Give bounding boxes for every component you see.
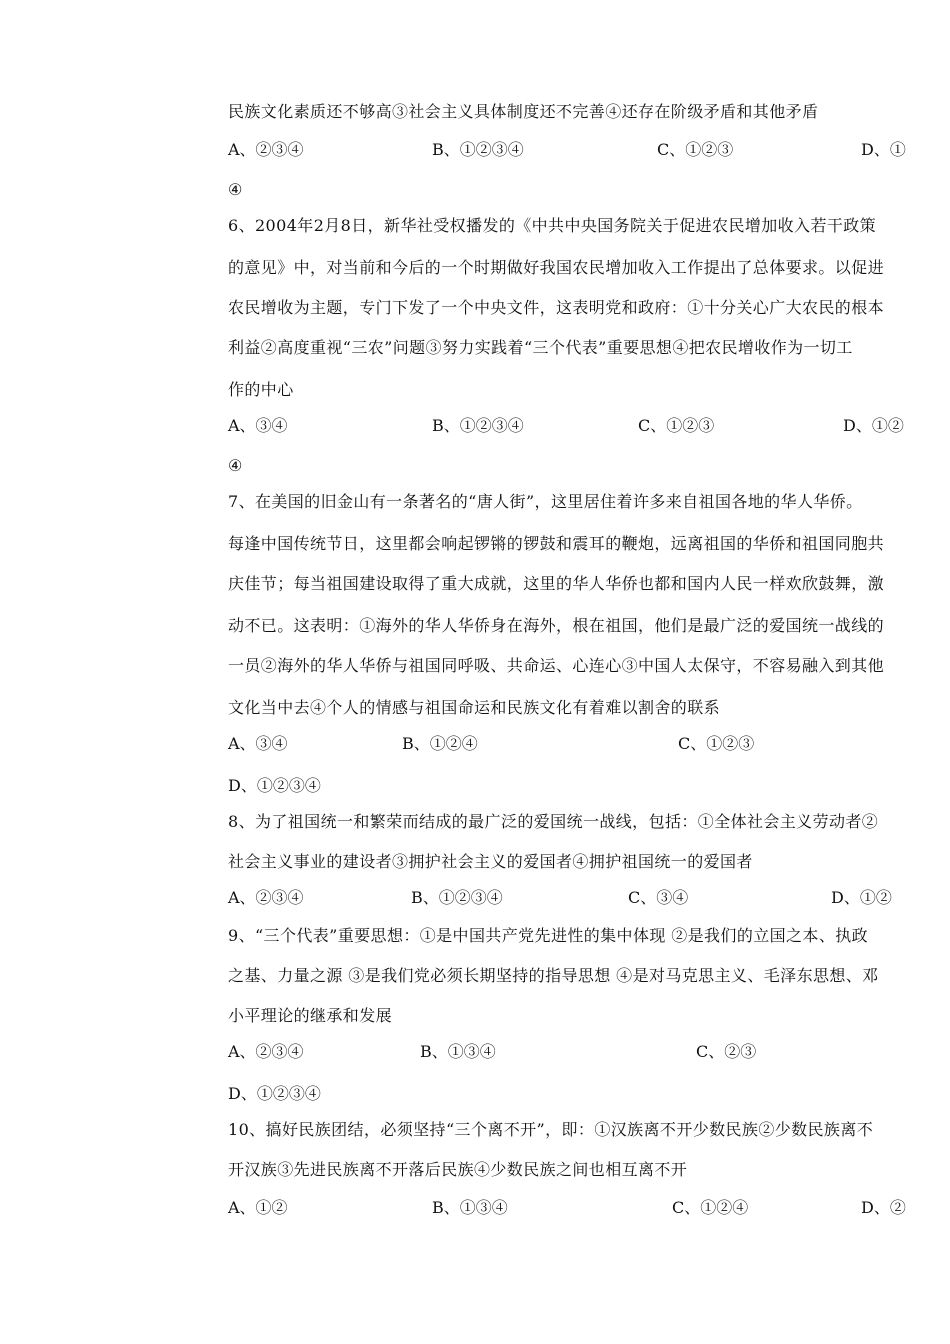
option-continuation: ④	[228, 456, 243, 475]
text-line: 之基、力量之源 ③是我们党必须长期坚持的指导思想 ④是对马克思主义、毛泽东思想、邓	[228, 966, 879, 985]
text-line: 利益②高度重视“三农”问题③努力实践着“三个代表”重要思想④把农民增收作为一切工	[228, 338, 853, 357]
text-line: 6、2004年2月8日，新华社受权播发的《中共中央国务院关于促进农民增加收入若干政策	[228, 216, 877, 235]
text-line: 文化当中去④个人的情感与祖国命运和民族文化有着难以割舍的联系	[228, 698, 721, 717]
option-d: D、①	[861, 140, 906, 159]
option-b: B、①②③④	[411, 888, 503, 907]
option-b: B、①②④	[402, 734, 478, 753]
text-line: 8、为了祖国统一和繁荣而结成的最广泛的爱国统一战线，包括：①全体社会主义劳动者②	[228, 812, 879, 831]
option-c: C、①②③	[638, 416, 715, 435]
text-line: 庆佳节；每当祖国建设取得了重大成就，这里的华人华侨也都和国内人民一样欢欣鼓舞，激	[228, 574, 885, 593]
text-line: 10、搞好民族团结，必须坚持“三个离不开”，即：①汉族离不开少数民族②少数民族离不	[228, 1120, 874, 1139]
option-b: B、①②③④	[432, 140, 524, 159]
option-b: B、①②③④	[432, 416, 524, 435]
option-d: D、①②③④	[228, 1084, 321, 1103]
option-c: C、②③	[696, 1042, 757, 1061]
option-b: B、①③④	[432, 1198, 508, 1217]
text-line: 每逢中国传统节日，这里都会响起锣锵的锣鼓和震耳的鞭炮，远离祖国的华侨和祖国同胞共	[228, 534, 885, 553]
option-continuation: ④	[228, 180, 243, 199]
option-b: B、①③④	[420, 1042, 496, 1061]
option-c: C、①②④	[672, 1198, 749, 1217]
option-c: C、③④	[628, 888, 689, 907]
text-line: 作的中心	[228, 380, 294, 399]
option-d: D、①②	[843, 416, 904, 435]
option-a: A、②③④	[228, 888, 304, 907]
text-line: 农民增收为主题，专门下发了一个中央文件，这表明党和政府：①十分关心广大农民的根本	[228, 298, 885, 317]
option-a: A、③④	[228, 416, 288, 435]
text-line: 的意见》中，对当前和今后的一个时期做好我国农民增加收入工作提出了总体要求。以促进	[228, 258, 885, 277]
text-line: 小平理论的继承和发展	[228, 1006, 393, 1025]
option-a: A、③④	[228, 734, 288, 753]
option-a: A、①②	[228, 1198, 288, 1217]
option-a: A、②③④	[228, 1042, 304, 1061]
text-line: 民族文化素质还不够高③社会主义具体制度还不完善④还存在阶级矛盾和其他矛盾	[228, 102, 819, 121]
option-d: D、②	[861, 1198, 906, 1217]
option-c: C、①②③	[678, 734, 755, 753]
option-a: A、②③④	[228, 140, 304, 159]
text-line: 9、“三个代表”重要思想：①是中国共产党先进性的集中体现 ②是我们的立国之本、执政	[228, 926, 869, 945]
text-line: 社会主义事业的建设者③拥护社会主义的爱国者④拥护祖国统一的爱国者	[228, 852, 753, 871]
option-d: D、①②	[831, 888, 892, 907]
text-line: 开汉族③先进民族离不开落后民族④少数民族之间也相互离不开	[228, 1160, 688, 1179]
text-line: 动不已。这表明：①海外的华人华侨身在海外，根在祖国，他们是最广泛的爱国统一战线的	[228, 616, 885, 635]
text-line: 7、在美国的旧金山有一条著名的“唐人街”，这里居住着许多来自祖国各地的华人华侨。	[228, 492, 863, 511]
option-c: C、①②③	[657, 140, 734, 159]
text-line: 一员②海外的华人华侨与祖国同呼吸、共命运、心连心③中国人太保守，不容易融入到其他	[228, 656, 885, 675]
option-d: D、①②③④	[228, 776, 321, 795]
